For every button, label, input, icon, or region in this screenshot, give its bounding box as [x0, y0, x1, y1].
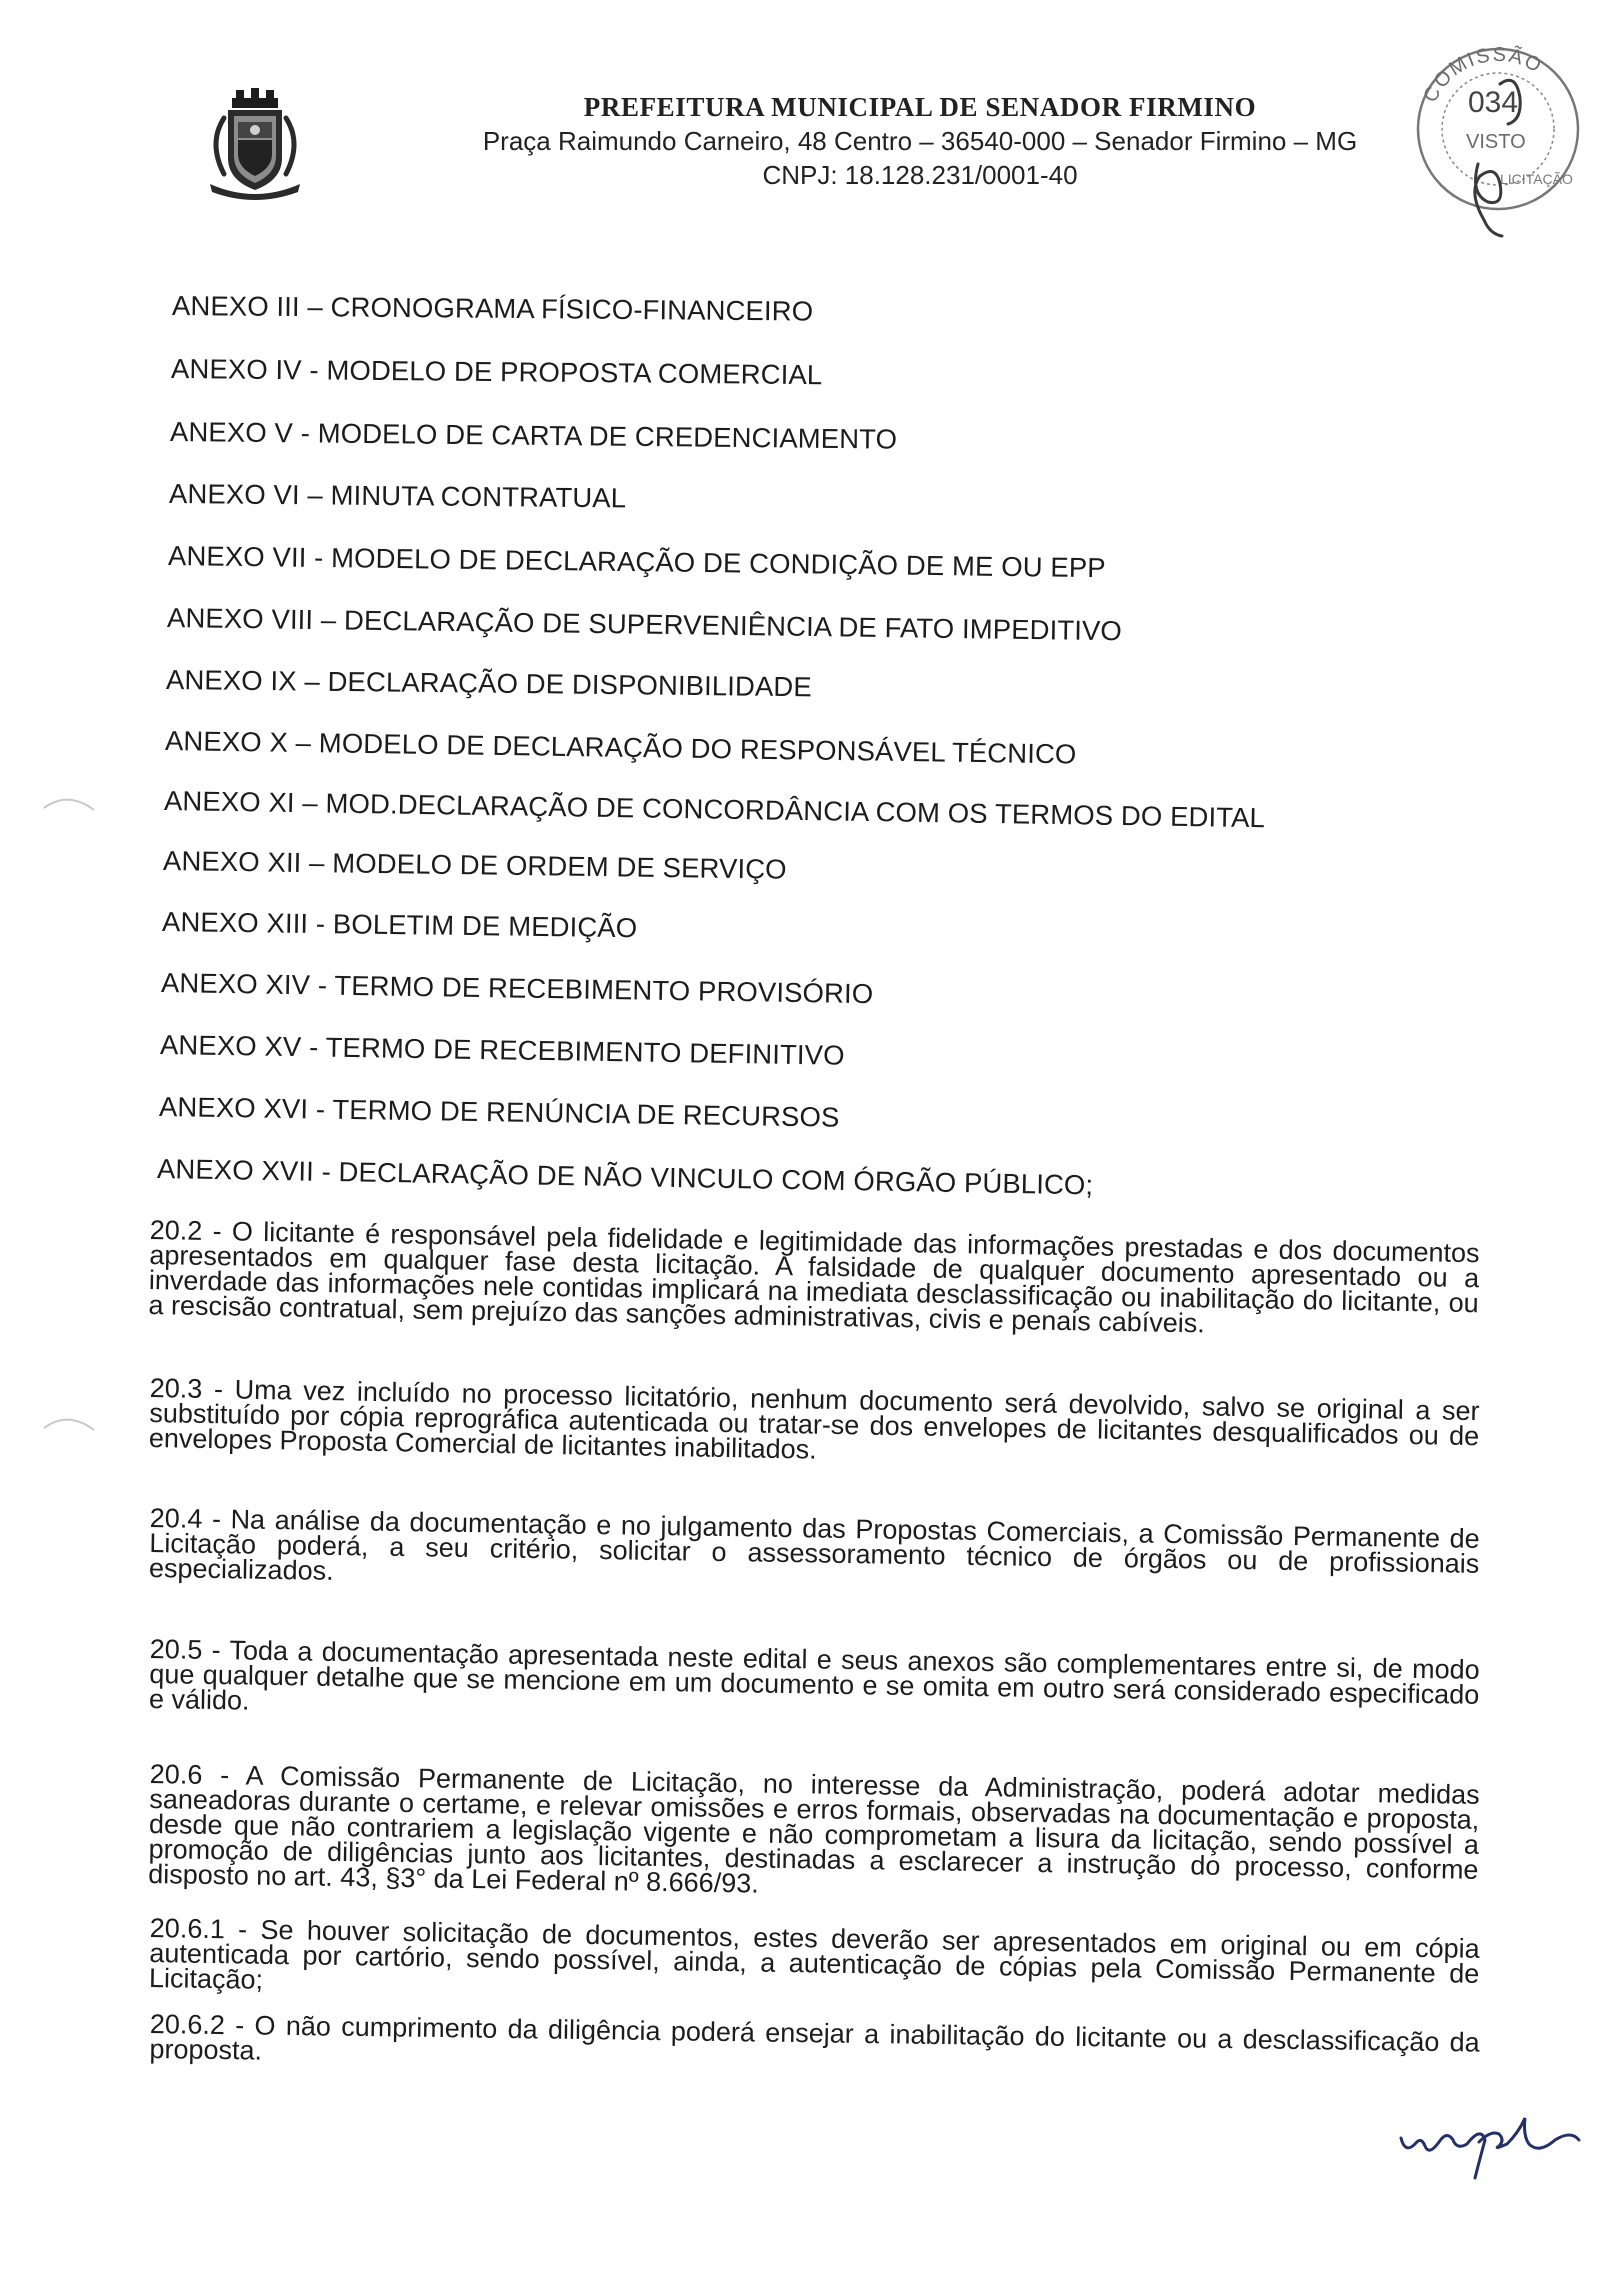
stamp-bottom-text: LICITAÇÃO [1500, 171, 1573, 187]
stamp-top-text: COMISSÃO [1419, 43, 1547, 107]
organization-cnpj: CNPJ: 18.128.231/0001-40 [762, 160, 1078, 190]
annex-item: ANEXO III – CRONOGRAMA FÍSICO-FINANCEIRO [171, 290, 814, 327]
annex-item: ANEXO IV - MODELO DE PROPOSTA COMERCIAL [170, 353, 823, 391]
handwritten-initials [1395, 2100, 1585, 2180]
clause-20-5: 20.5 - Toda a documentação apresentada neste edital e seus anexos são complementares entre si, de modo que qualquer detalhe que se mencione em um documento e se omita em outro será considerado especificado e válido. [148, 1634, 1480, 1716]
annex-item: ANEXO XII – MODELO DE ORDEM DE SERVIÇO [162, 845, 787, 885]
annex-item: ANEXO XVI - TERMO DE RENÚNCIA DE RECURSOS [158, 1091, 840, 1133]
annex-item: ANEXO IX – DECLARAÇÃO DE DISPONIBILIDADE [165, 664, 812, 703]
annex-item: ANEXO X – MODELO DE DECLARAÇÃO DO RESPONSÁVEL TÉCNICO [164, 725, 1077, 770]
organization-name: PREFEITURA MUNICIPAL DE SENADOR FIRMINO [583, 92, 1257, 122]
clause-20-6: 20.6 - A Comissão Permanente de Licitação, no interesse da Administração, poderá adotar medidas saneadoras durante o certame, e relevar omissões e erros formais, observadas na documentação e proposta, desde que não contrariem a legislação vigente e não comprometam a lisura da licitação, sendo possível a promoção de diligências junto aos licitantes, destinadas a esclarecer a instrução do processo, conforme disposto no art. 43, §3° da Lei Federal nº 8.666/93. [148, 1759, 1480, 1899]
annex-item: ANEXO XV - TERMO DE RECEBIMENTO DEFINITIVO [159, 1029, 845, 1071]
margin-scan-mark [40, 1410, 100, 1440]
clause-20-6-2: 20.6.2 - O não cumprimento da diligência poderá ensejar a inabilitação do licitante ou a desclassificação da proposta. [149, 2009, 1480, 2066]
annex-item: ANEXO XIII - BOLETIM DE MEDIÇÃO [161, 906, 638, 944]
annex-item: ANEXO XIV - TERMO DE RECEBIMENTO PROVISÓRIO [160, 967, 874, 1010]
organization-address: Praça Raimundo Carneiro, 48 Centro – 36540-000 – Senador Firmino – MG [482, 126, 1358, 156]
clause-20-2: 20.2 - O licitante é responsável pela fidelidade e legitimidade das informações prestadas e dos documentos apresentados em qualquer fase desta licitação. A falsidade de qualquer documento apresentado ou a inverdade das informações nele contidas implicará na imediata desclassificação ou inabilitação do licitante, ou a rescisão contratual, sem prejuízo das sanções administrativas, civis e penais cabíveis. [148, 1215, 1480, 1339]
stamp-number: 034 [1468, 86, 1519, 119]
clause-20-3: 20.3 - Uma vez incluído no processo licitatório, nenhum documento será devolvido, salvo se original a ser substituído por cópia reprográfica autenticada ou tratar-se dos envelopes de licitantes desqualificados ou de envelopes Proposta Comercial de licitantes inabilitados. [148, 1373, 1480, 1465]
annex-item: ANEXO V - MODELO DE CARTA DE CREDENCIAMENTO [169, 416, 898, 455]
annex-item: ANEXO XVII - DECLARAÇÃO DE NÃO VINCULO COM ÓRGÃO PÚBLICO; [156, 1153, 1094, 1201]
annex-item: ANEXO VII - MODELO DE DECLARAÇÃO DE CONDIÇÃO DE ME OU EPP [167, 540, 1106, 584]
annex-item: ANEXO VI – MINUTA CONTRATUAL [168, 478, 627, 514]
margin-scan-mark [40, 790, 100, 820]
annex-item: ANEXO VIII – DECLARAÇÃO DE SUPERVENIÊNCIA DE FATO IMPEDITIVO [166, 602, 1123, 647]
stamp-middle-text: VISTO [1466, 131, 1526, 153]
annex-item: ANEXO XI – MOD.DECLARAÇÃO DE CONCORDÂNCIA COM OS TERMOS DO EDITAL [163, 785, 1266, 834]
clause-20-4: 20.4 - Na análise da documentação e no julgamento das Propostas Comerciais, a Comissão Permanente de Licitação poderá, a seu critério, solicitar o assessoramento técnico de órgãos ou de profissionais especializados. [148, 1503, 1480, 1586]
clause-20-6-1: 20.6.1 - Se houver solicitação de documentos, estes deverão ser apresentados em original ou em cópia autenticada por cartório, sendo possível, ainda, a autenticação de cópias pela Comissão Permanente de Licitação; [148, 1913, 1480, 1995]
